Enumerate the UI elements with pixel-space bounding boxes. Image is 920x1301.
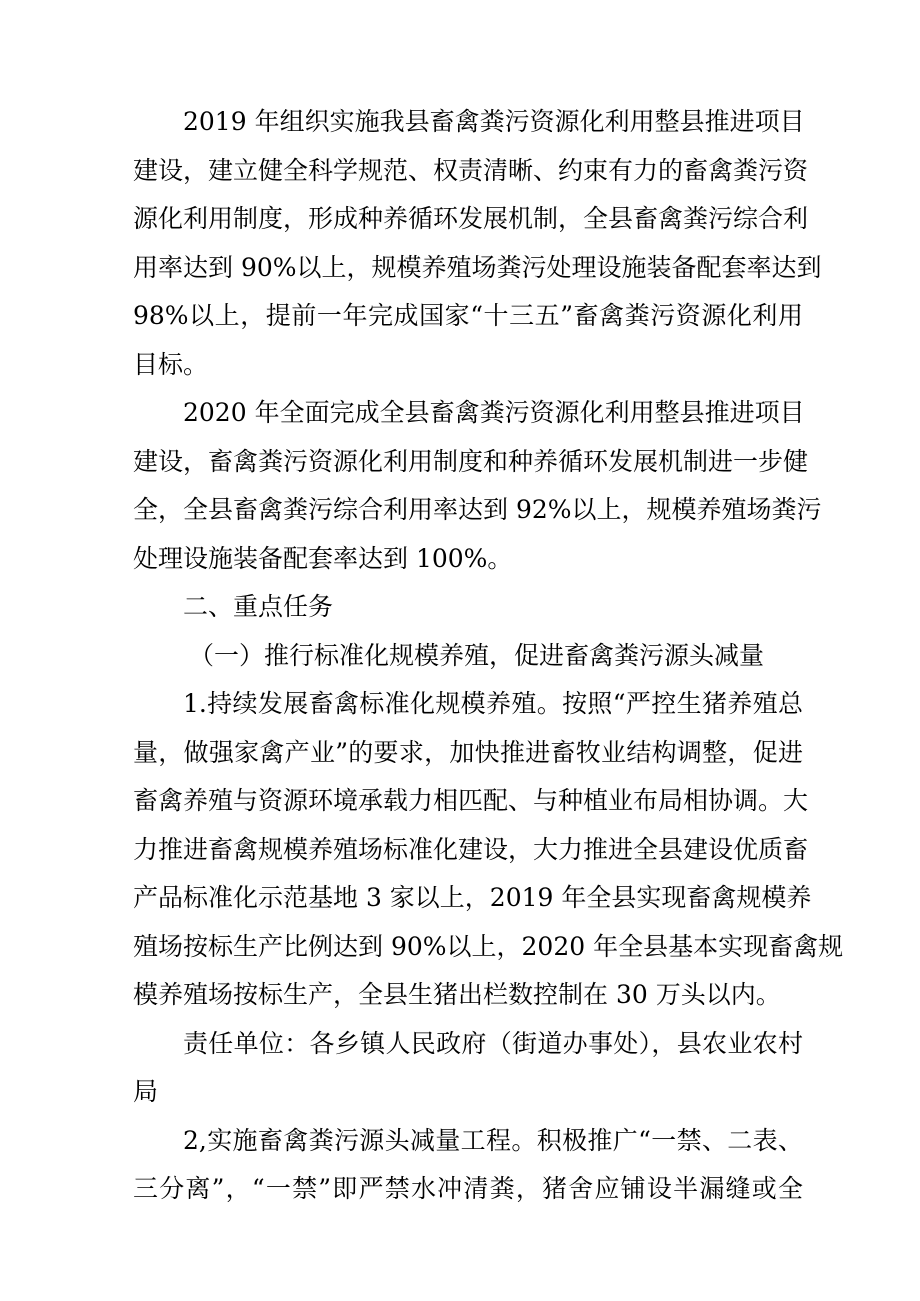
text-line: 2,实施畜禽粪污源头减量工程。积极推广“一禁、二表、 (183, 1125, 803, 1155)
text-line: 殖场按标生产比例达到 90%以上，2020 年全县基本实现畜禽规 (133, 931, 844, 961)
text-line: 98%以上，提前一年完成国家“十三五”畜禽粪污资源化利用 (133, 301, 803, 330)
text-line: 模养殖场按标生产，全县生猪出栏数控制在 30 万头以内。 (133, 980, 781, 1009)
text-line: 局 (133, 1077, 159, 1106)
text-line: 建设，建立健全科学规范、权责清晰、约束有力的畜禽粪污资 (133, 155, 809, 185)
text-line: 1.持续发展畜禽标准化规模养殖。按照“严控生猪养殖总 (183, 689, 803, 718)
text-line: 三分离”，“一禁”即严禁水冲清粪，猪舍应铺设半漏缝或全 (133, 1174, 803, 1203)
text-line: 用率达到 90%以上，规模养殖场粪污处理设施装备配套率达到 (133, 252, 822, 282)
paragraph-item-2 (133, 1117, 803, 1214)
document-body (133, 98, 844, 1214)
text-line: 源化利用制度，形成种养循环发展机制，全县畜禽粪污综合利 (133, 204, 809, 233)
text-line: 处理设施装备配套率达到 100%。 (133, 543, 513, 573)
paragraph-item-1 (133, 680, 844, 1020)
section-heading: 二、重点任务 (183, 592, 334, 621)
text-line: 全，全县畜禽粪污综合利用率达到 92%以上，规模养殖场粪污 (133, 495, 822, 524)
text-line: 产品标准化示范基地 3 家以上，2019 年全县实现畜禽规模养 (133, 883, 812, 912)
text-line: 畜禽养殖与资源环境承载力相匹配、与种植业布局相协调。大 (133, 786, 809, 815)
paragraph-2020-goal (133, 389, 822, 583)
text-line: 2020 年全面完成全县畜禽粪污资源化利用整县推进项目 (183, 398, 805, 427)
text-line: 量，做强家禽产业”的要求，加快推进畜牧业结构调整，促进 (133, 737, 803, 767)
paragraph-2019-goal (133, 98, 822, 389)
text-line: 目标。 (133, 349, 209, 379)
text-line: 2019 年组织实施我县畜禽粪污资源化利用整县推进项目 (183, 107, 805, 136)
paragraph-responsibility (133, 1020, 803, 1117)
subsection-heading: （一）推行标准化规模养殖，促进畜禽粪污源头减量 (189, 640, 765, 670)
text-line: 责任单位：各乡镇人民政府（街道办事处），县农业农村 (183, 1028, 803, 1058)
text-line: 建设，畜禽粪污资源化利用制度和种养循环发展机制进一步健 (133, 446, 809, 476)
text-line: 力推进畜禽规模养殖场标准化建设，大力推进全县建设优质畜 (133, 834, 809, 864)
